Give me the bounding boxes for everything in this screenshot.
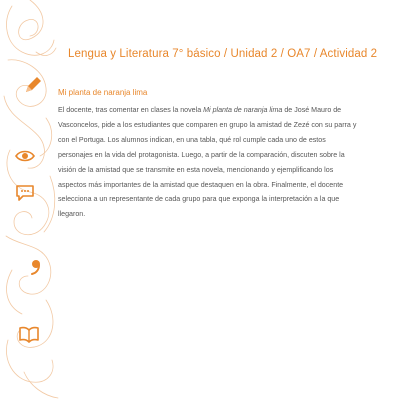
comma-icon — [26, 256, 48, 278]
description-text: El docente, tras comentar en clases la novela — [58, 106, 204, 114]
eye-icon — [14, 145, 36, 167]
open-book-icon — [18, 323, 40, 345]
description-text-continued: de José Mauro de Vasconcelos, pide a los estudiantes que comparen en grupo la amistad de Zezé con su parra y con el Portuga. Los alumnos indican, en una tabla, qué rol cumple cada uno de estos personajes en la vida del protagonista. Luego, a partir de la comparación, discuten sobre la visión de la amistad que se transmite en esta novela, mencionando y ejemplificando los aspectos más importantes de la amistad que destaquen en la obra. Finalmente, el docente selecciona a un representante de cada grupo para que exponga la interpretación a la que llegaron. — [58, 106, 357, 219]
pencil-icon — [22, 74, 44, 96]
page-title: Lengua y Literatura 7° básico / Unidad 2 / OA7 / Actividad 2 — [68, 48, 378, 60]
activity-title: Mi planta de naranja lima — [58, 88, 148, 97]
book-title-italic: Mi planta de naranja lima — [203, 106, 283, 114]
speech-bubble-icon — [14, 182, 36, 204]
activity-description — [58, 103, 358, 222]
